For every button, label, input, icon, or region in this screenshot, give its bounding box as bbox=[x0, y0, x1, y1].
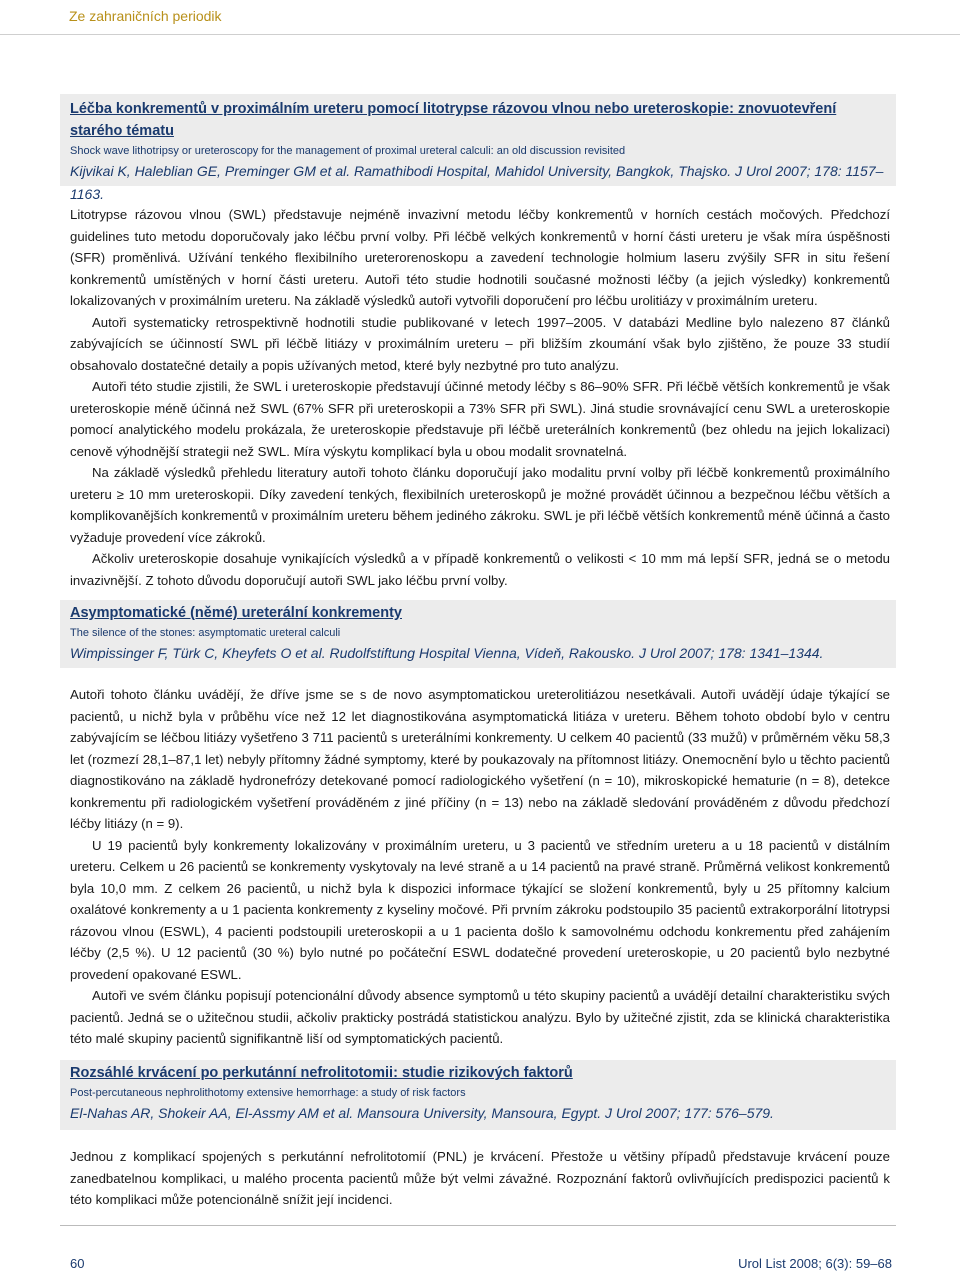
article-subtitle-1: Shock wave lithotripsy or ureteroscopy for the management of proximal ureteral calculi: an old discussion revisited bbox=[70, 145, 626, 157]
page-number: 60 bbox=[70, 1256, 85, 1271]
article-title-2: Asymptomatické (němé) ureterální konkrementy bbox=[70, 605, 402, 621]
paragraph: Na základě výsledků přehledu literatury autoři tohoto článku doporučují jako modalitu první volby při léčbě konkrementů proximálního ureteru ≥ 10 mm ureteroskopii. Díky zavedení tenkých, flexibilních ureteroskopů je možné provádět účinnou a bezpečnou léčbu větších a komplikovanějších konkrementů v proximálním ureteru během jediného zákroku. SWL je při léčbě větších konkrementů méně účinná a často vyžaduje provedení více zákroků. bbox=[70, 465, 890, 545]
article-body-3 bbox=[70, 1146, 890, 1211]
running-head: Ze zahraničních periodik bbox=[69, 8, 222, 24]
paragraph: Jednou z komplikací spojených s perkutánní nefrolitotomií (PNL) je krvácení. Přestože u většiny případů představuje krvácení pouze zanedbatelnou komplikaci, u malého procenta pacientů může být velmi závažné. Rozpoznání faktorů ovlivňujících predispozici pacientů k této komplikaci může potencionálně snížit její incidenci. bbox=[70, 1149, 890, 1207]
paragraph: Ačkoliv ureteroskopie dosahuje vynikajících výsledků a v případě konkrementů o velikosti < 10 mm má lepší SFR, jedná se o metodu invazivnější. Z tohoto důvodu doporučují autoři SWL jako léčbu první volby. bbox=[70, 551, 890, 588]
article-header-3 bbox=[60, 1060, 896, 1130]
article-title-3: Rozsáhlé krvácení po perkutánní nefrolitotomii: studie rizikových faktorů bbox=[70, 1065, 573, 1081]
article-citation-1: Kijvikai K, Haleblian GE, Preminger GM et al. Ramathibodi Hospital, Mahidol University, Bangkok, Thajsko. J Urol 2007; 178: 1157–1163. bbox=[70, 163, 884, 202]
footer-divider bbox=[60, 1225, 896, 1226]
paragraph: Autoři ve svém článku popisují potencionální důvody absence symptomů u této skupiny pacientů a uvádějí detailní charakteristiku svých pacientů. Jedná se o užitečnou studii, ačkoliv prakticky postrádá statistickou analýzu. Bylo by užitečné zjistit, zda se klinická charakteristika této malé skupiny pacientů signifikantně liší od symptomatických pacientů. bbox=[70, 988, 890, 1046]
article-header-1 bbox=[60, 94, 896, 202]
article-citation-3: El-Nahas AR, Shokeir AA, El-Assmy AM et al. Mansoura University, Mansoura, Egypt. J Urol 2007; 177: 576–579. bbox=[70, 1105, 774, 1121]
paragraph: U 19 pacientů byly konkrementy lokalizovány v proximálním ureteru, u 3 pacientů ve středním ureteru a u 18 pacientů v distálním ureteru. Celkem u 26 pacientů se konkrementy vyskytovaly na levé straně a u 14 pacientů na pravé straně. Průměrná velikost konkrementů byla 10,0 mm. Z celkem 26 pacientů, u nichž byla k dispozici informace týkající se složení konkrementů, byly u 25 přítomny kalcium oxalátové konkrementy a u 1 pacienta konkrementy z kyseliny močové. Při prvním zákroku podstoupilo 35 pacientů extrakorporální litotrypsi rázovou vlnou (ESWL), 4 pacienti podstoupili ureteroskopii a u 1 pacienta došlo k samovolnému odchodu konkrementu před zahájením léčby (2,5 %). U 12 pacientů (30 %) bylo nutné po počáteční ESWL dodatečné provedení ureteroskopie, u 20 pacientů bylo nezbytné provedení opakované ESWL. bbox=[70, 837, 890, 982]
article-header-2 bbox=[60, 600, 896, 668]
paragraph: Autoři tohoto článku uvádějí, že dříve jsme se s de novo asymptomatickou ureterolitiázou nesetkávali. Autoři uvádějí údaje týkající se pacientů, u nichž byla v průběhu více než 12 let diagnostikována asymptomatická litiáza v ureteru. Během tohoto období bylo v centru zabývajícím se léčbou litiázy vyšetřeno 3 711 pacientů s ureterálními konkrementy. U celkem 40 pacientů (33 mužů) v průměrném věku 58,3 let (rozmezí 28,1–87,1 let) nebyly přítomny žádné symptomy, které by poukazovaly na přítomnost litiázy. Onemocnění bylo u těchto pacientů diagnostikováno na základě hydronefrózy detekované pomocí radiologického vyšetření (n = 10), mikroskopické hematurie (n = 8), detekce konkrementu při radiologickém vyšetření prováděném z jiné příčiny (n = 13) nebo na základě sledování prováděném z důvodu předchozí léčby litiázy (n = 9). bbox=[70, 687, 890, 831]
article-citation-2: Wimpissinger F, Türk C, Kheyfets O et al. Rudolfstiftung Hospital Vienna, Vídeň, Rakousko. J Urol 2007; 178: 1341–1344. bbox=[70, 645, 824, 661]
article-title-1: Léčba konkrementů v proximálním ureteru pomocí litotrypse rázovou vlnou nebo ureteroskopie: znovuotevření starého tématu bbox=[70, 101, 837, 139]
article-body-2 bbox=[70, 684, 890, 1050]
article-body-1 bbox=[70, 204, 890, 591]
article-subtitle-3: Post-percutaneous nephrolithotomy extensive hemorrhage: a study of risk factors bbox=[70, 1087, 466, 1099]
header-divider bbox=[0, 34, 960, 35]
article-subtitle-2: The silence of the stones: asymptomatic ureteral calculi bbox=[70, 627, 341, 639]
paragraph: Autoři této studie zjistili, že SWL i ureteroskopie představují účinné metody léčby s 86–90% SFR. Při léčbě větších konkrementů je však ureteroskopie méně účinná než SWL (67% SFR při ureteroskopii a 73% SFR při SWL). Jiná studie srovnávající cenu SWL a ureteroskopie pomocí analytického modelu prokázala, že ureteroskopie představuje při léčbě ureterálních konkrementů (bez ohledu na jejich lokalizaci) cenově výhodnější strategii než SWL. Míra výskytu komplikací byla u obou modalit srovnatelná. bbox=[70, 379, 890, 459]
paragraph: Litotrypse rázovou vlnou (SWL) představuje nejméně invazivní metodu léčby konkrementů v horních cestách močových. Předchozí guidelines tuto metodu doporučovaly jako léčbu první volby. Při léčbě velkých konkrementů v horní části ureteru je však míra úspěšnosti (SFR) proměnlivá. Užívání tenkého flexibilního ureterorenoskopu a zavedení technologie holmium laseru zvýšily SFR in situ řešení konkrementů umístěných v horní části ureteru. Autoři této studie hodnotili současné možnosti léčby (a jejich výsledky) konkrementů lokalizovaných v proximálním ureteru. Na základě výsledků autoři vytvořili doporučení pro léčbu urolitiázy v proximálním ureteru. bbox=[70, 207, 890, 308]
journal-reference: Urol List 2008; 6(3): 59–68 bbox=[738, 1256, 892, 1271]
paragraph: Autoři systematicky retrospektivně hodnotili studie publikované v letech 1997–2005. V databázi Medline bylo nalezeno 87 článků zabývajících se účinností SWL při léčbě litiázy v proximálním ureteru – při bližším zkoumání však bylo zjištěno, že pouze 33 studií obsahovalo dostatečné detaily a popis užívaných metod, které byly nezbytné pro tuto analýzu. bbox=[70, 314, 890, 373]
